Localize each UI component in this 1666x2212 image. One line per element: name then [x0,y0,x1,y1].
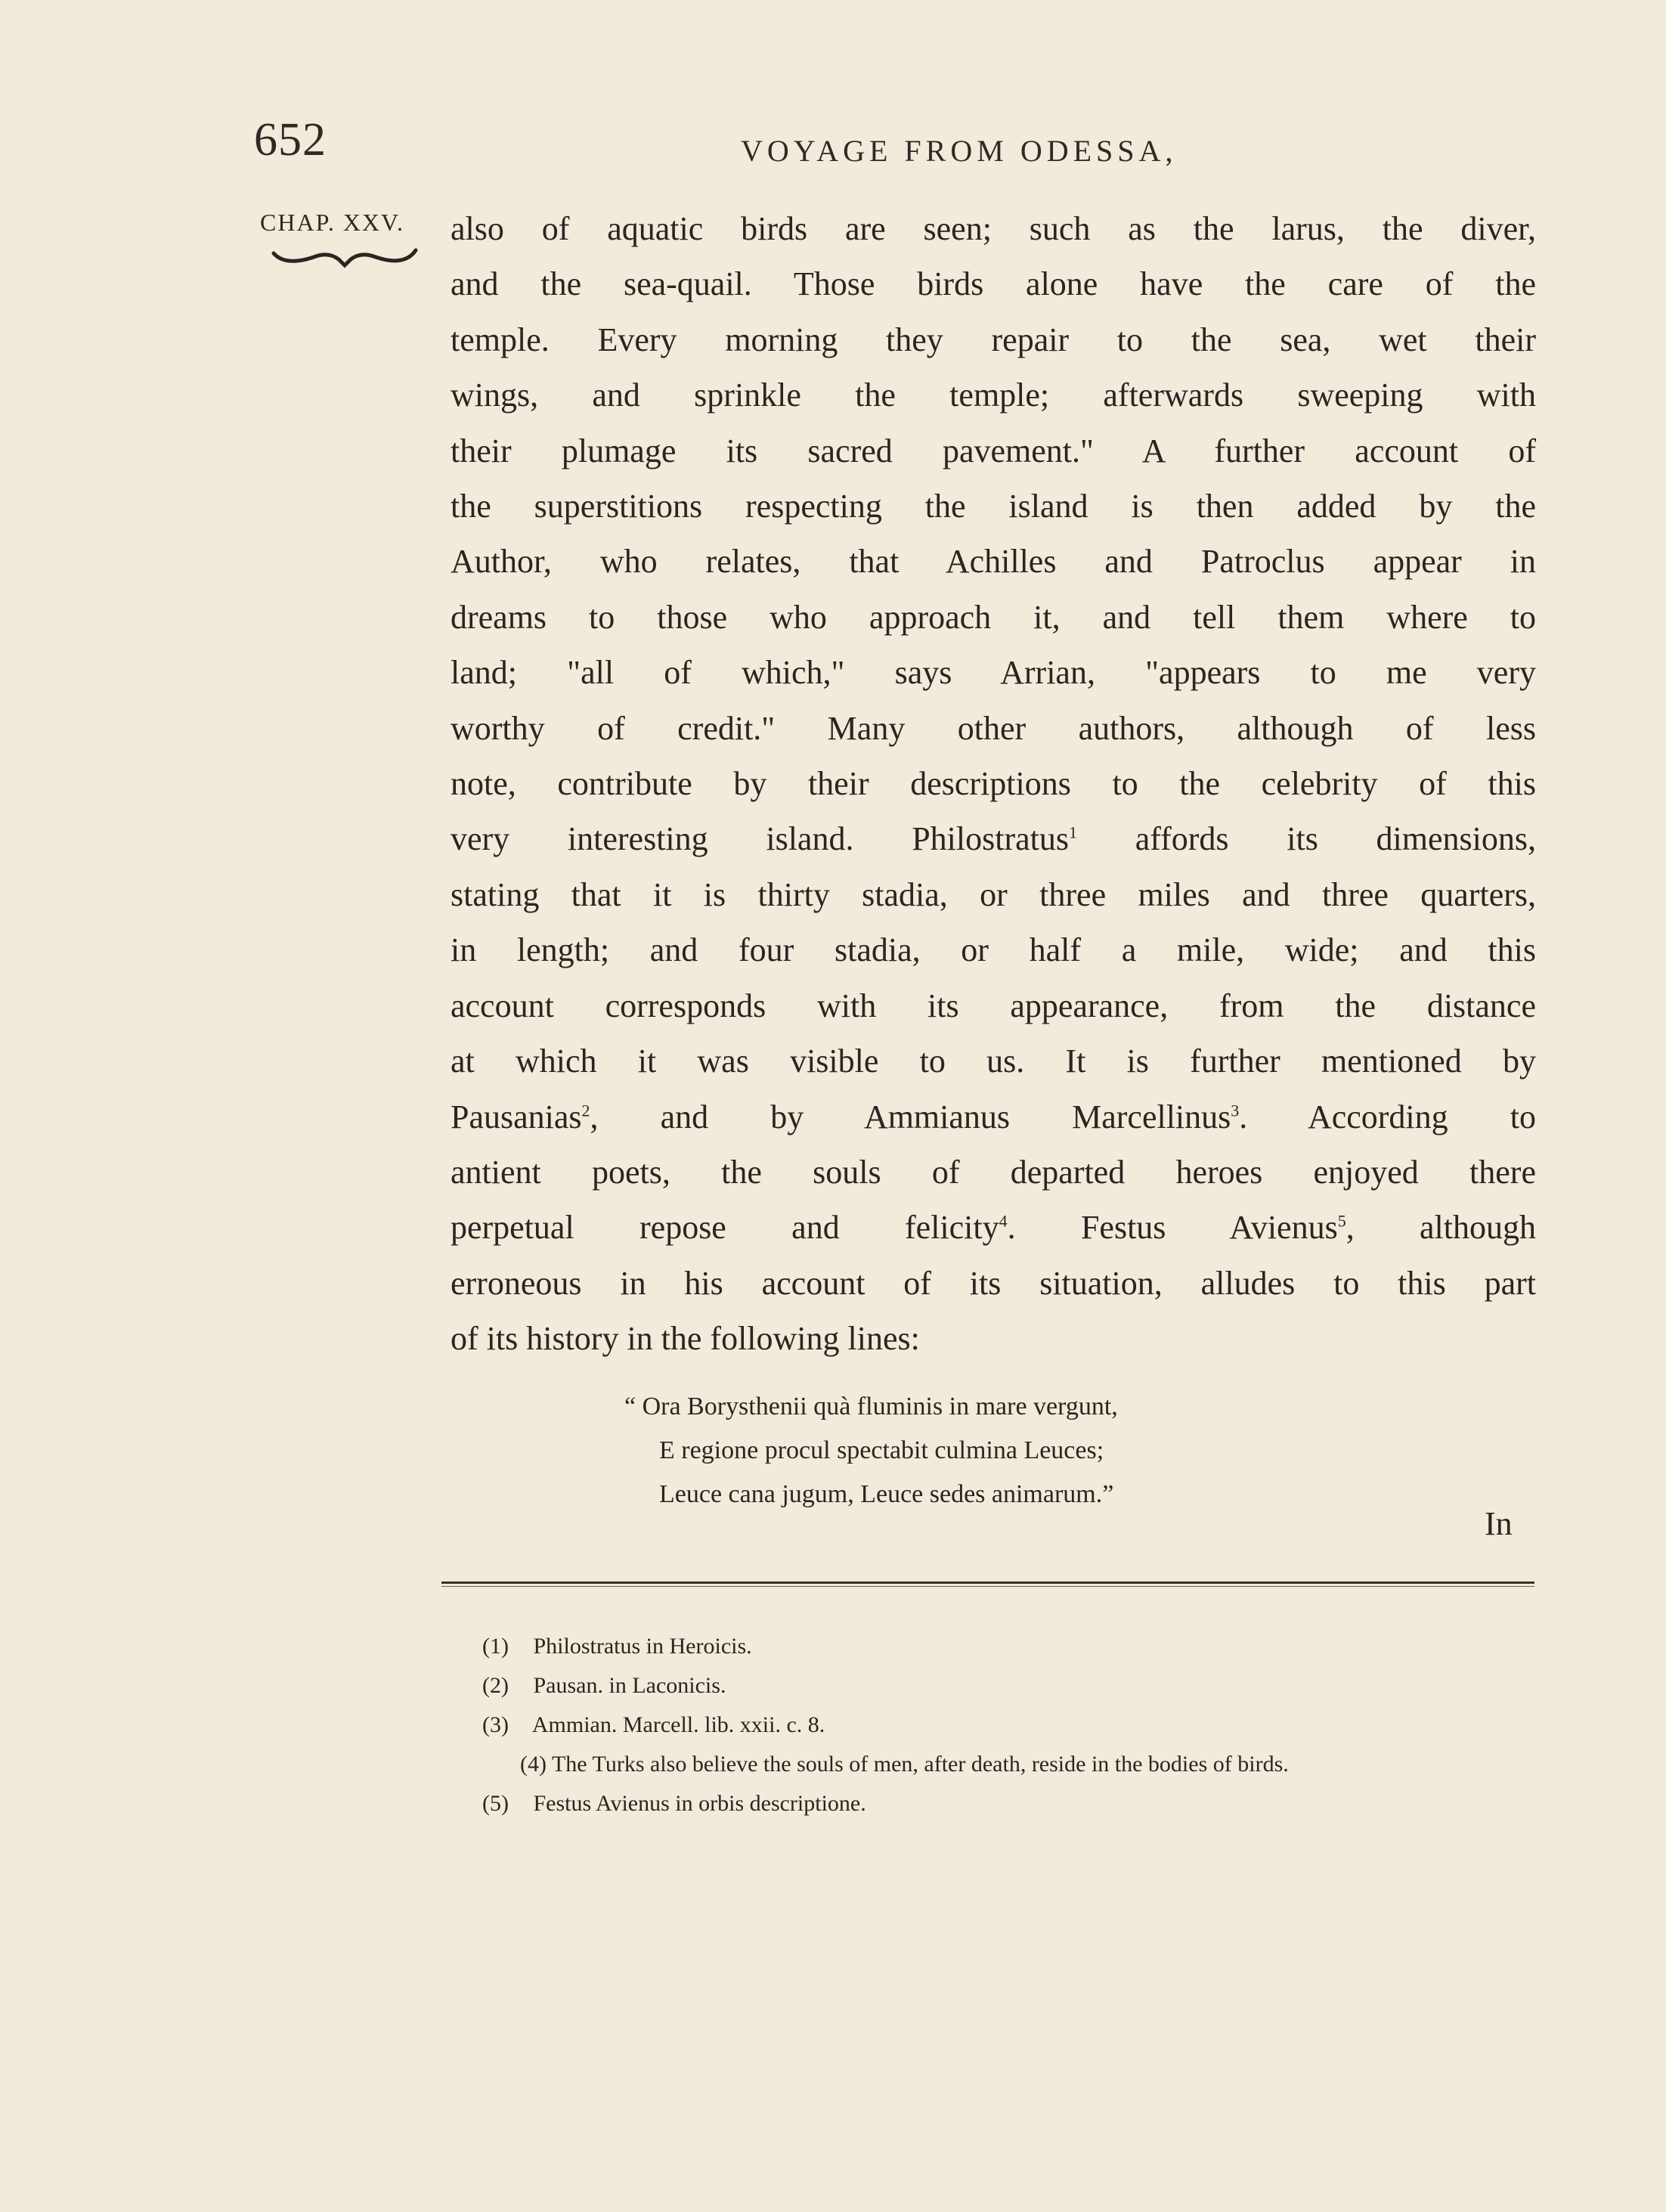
verse-line: “ Ora Borysthenii quà fluminis in mare vergunt, [624,1393,1118,1420]
page-number: 652 [254,114,327,166]
verse-line: E regione procul spectabit culmina Leuces; [659,1436,1104,1464]
verse-line: Leuce cana jugum, Leuce sedes animarum.” [659,1480,1114,1508]
footnote-text: Philostratus in Heroicis. [533,1634,752,1659]
body-text-fragment: . According to [1239,1098,1536,1135]
footnote-text: Festus Avienus in orbis descriptione. [533,1791,866,1816]
footnotes [444,1627,1533,1823]
body-line [451,1200,1536,1255]
running-head: VOYAGE FROM ODESSA, [741,134,1178,168]
body-line: temple. Every morning they repair to the sea, wet their [451,321,1536,358]
footnote-text: Pausan. in Laconicis. [533,1673,726,1698]
footnote [444,1705,1533,1745]
footnote [444,1784,1533,1823]
footnote-text: Ammian. Marcell. lib. xxii. c. 8. [531,1712,825,1737]
footnote [444,1666,1533,1705]
footnote-ref: 2 [581,1100,590,1120]
footnote-divider [441,1582,1534,1587]
chapter-label: CHAP. XXV. [260,209,405,236]
body-text-fragment: . Festus Avienus [1007,1209,1338,1247]
body-line: wings, and sprinkle the temple; afterwards sweeping with [451,376,1536,414]
body-line: of its history in the following lines: [451,1320,920,1358]
footnote [444,1627,1533,1666]
footnote-text: The Turks also believe the souls of men, after death, reside in the bodies of birds. [551,1752,1289,1777]
body-line: antient poets, the souls of departed heroes enjoyed there [451,1153,1536,1191]
footnote [444,1745,1533,1784]
body-line: also of aquatic birds are seen; such as the larus, the diver, [451,210,1536,247]
body-line: the superstitions respecting the island is then added by the [451,488,1536,525]
body-line: their plumage its sacred pavement." A further account of [451,432,1536,469]
footnote-number: (4) [520,1752,547,1777]
body-line: in length; and four stadia, or half a mile, wide; and this [451,931,1536,969]
body-text-fragment: perpetual repose and felicity [451,1209,999,1247]
body-line [451,1089,1536,1145]
body-line: note, contribute by their descriptions to the celebrity of this [451,765,1536,803]
body-text-fragment: Pausanias [451,1098,582,1135]
body-line: account corresponds with its appearance, from the distance [451,987,1536,1024]
body-line: worthy of credit." Many other authors, although of less [451,709,1536,747]
footnote-number: (2) [482,1673,509,1698]
body-text-fragment: very interesting island. Philostratus [451,820,1069,858]
body-text [451,201,1536,1367]
body-line: stating that it is thirty stadia, or three miles and three quarters, [451,875,1536,913]
footnote-ref: 4 [999,1211,1008,1231]
body-line: at which it was visible to us. It is further mentioned by [451,1042,1536,1080]
body-line [451,811,1536,866]
body-line: dreams to those who approach it, and tell them where to [451,598,1536,636]
verse-quotation [624,1385,1335,1516]
body-text-fragment: , although [1345,1209,1536,1247]
footnote-ref: 1 [1068,823,1077,842]
footnote-number: (5) [482,1791,509,1816]
body-line: land; "all of which," says Arrian, "appears to me very [451,654,1536,692]
body-line: Author, who relates, that Achilles and Patroclus appear in [451,543,1536,581]
catchword: In [1485,1505,1513,1542]
footnote-ref: 3 [1231,1100,1240,1120]
footnote-ref: 5 [1337,1211,1346,1231]
ornament-flourish-icon [269,244,420,270]
footnote-number: (3) [482,1712,509,1737]
body-line: and the sea-quail. Those birds alone have the care of the [451,265,1536,303]
chapter-margin-note [260,209,419,270]
body-text-fragment: , and by Ammianus Marcellinus [590,1098,1231,1135]
footnote-number: (1) [482,1634,509,1659]
body-text-fragment: affords its dimensions, [1076,820,1536,858]
body-line: erroneous in his account of its situation, alludes to this part [451,1264,1536,1302]
